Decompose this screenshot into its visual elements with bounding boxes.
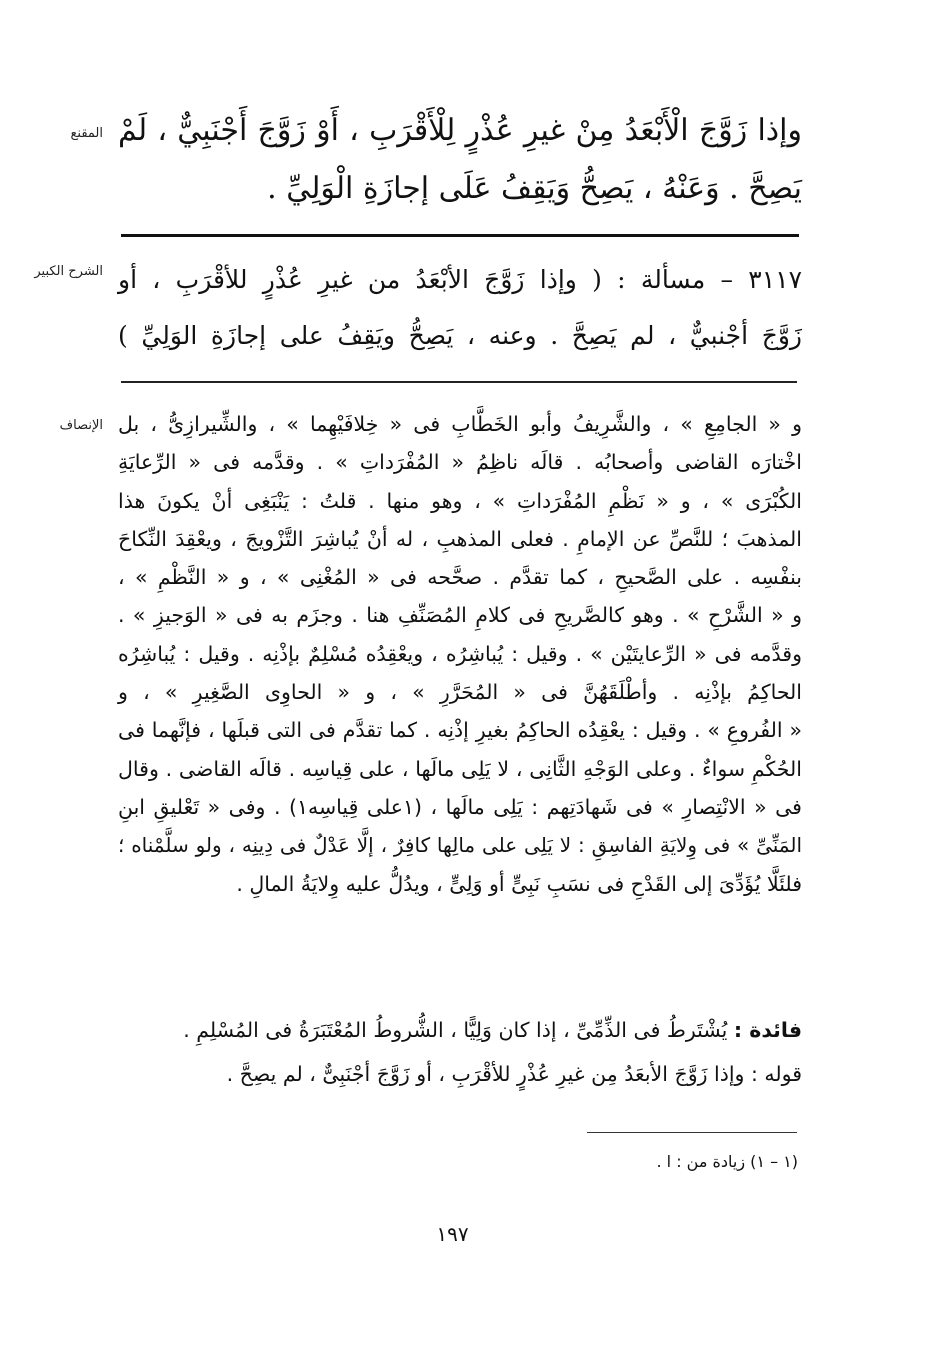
muqni-line-1: وإذا زَوَّجَ الْأَبْعَدُ مِنْ غيرِ عُذْرٍ لِلْأَقْرَبِ ، أَوْ زَوَّجَ أَجْنَبِيٌّ ، لَمْ (118, 113, 802, 148)
margin-label-muqni: المقنع (70, 126, 103, 141)
faida-line (118, 1008, 802, 1052)
faida-label: فائدة : (733, 1018, 802, 1042)
insaf-line: و « الجامِعِ » ، والشَّرِيفُ وأبو الخَطَّابِ فى « خِلافَيْهِما » ، والشِّيرازِىُّ ، بل (118, 412, 802, 436)
footnote-divider (587, 1132, 797, 1133)
muqni-line-2: يَصِحَّ . وَعَنْهُ ، يَصِحُّ وَيَقِفُ عَلَى إجازَةِ الْوَلِيِّ . (267, 171, 802, 206)
insaf-line: اخْتارَه القاضى وأصحابُه . قالَه ناظِمُ « المُفْرَداتِ » . وقدَّمه فى « الرِّعايَةِ (118, 450, 802, 475)
margin-label-insaf: الإنصاف (59, 418, 103, 433)
insaf-line: وقدَّمه فى « الرِّعايتَيْن » . وقيل : يُباشِرُه ، ويعْقِدُه مُسْلِمٌ بإذْنِه . وقيل : يُباشِرُه (118, 641, 802, 666)
page-number: ١٩٧ (436, 1222, 469, 1246)
insaf-line: الحُكْمِ سواءٌ . وعلى الوَجْهِ الثَّانِى ، لا يَلِى مالَها ، على قِياسِه . قالَه القاضى . وقال (118, 756, 802, 781)
muqni-text (118, 102, 802, 218)
insaf-line: المذهبَ ؛ للنَّصِّ عن الإمامِ . فعلى المذهبِ ، له أنْ يُباشِرَ التَّزْويجَ ، ويعْقِدَ النِّكاحَ (118, 526, 802, 551)
sharh-text (118, 252, 802, 364)
insaf-line: المَنِّىِّ » فى وِلايَةِ الفاسِقِ : لا يَلِى على مالِها كافِرٌ ، إلَّا عَدْلٌ فى دِينِه ، ولو سلَّمْناه ؛ (118, 833, 802, 858)
insaf-line: بنفْسِه . على الصَّحيحِ ، كما تقدَّم . صحَّحه فى « المُغْنِى » ، و « النَّظْمِ » ، (118, 565, 802, 590)
insaf-line: و « الشَّرْحِ » . وهو كالصَّريحِ فى كلامِ المُصَنِّفِ هنا . وجزَم به فى « الوَجيزِ » . (118, 603, 802, 628)
section-divider-thin (121, 381, 797, 383)
insaf-line: الكُبْرَى » ، و « نَظْمِ المُفْرَداتِ » ، وهو منها . قلتُ : يَنْبَغِى أنْ يكونَ هذا (118, 488, 802, 513)
insaf-text (118, 405, 802, 903)
insaf-line: فلئَلَّا يُؤَدِّىَ إلى القَدْحِ فى نسَبِ نَبِىٍّ أو وَلِىٍّ ، ويدُلُّ عليه وِلايَةُ المالِ . (236, 871, 802, 896)
qawluh-line: قوله : وإذا زَوَّجَ الأبعَدُ مِن غيرِ عُذْرٍ للأقْرَبِ ، أو زَوَّجَ أجْنَبِىٌّ ، لم يصِحَّ . (226, 1062, 802, 1086)
insaf-line: الحاكِمُ بإذْنِه . وأطْلَقَهُنَّ فى « المُحَرَّرِ » ، و « الحاوِى الصَّغِيرِ » ، و (118, 680, 802, 705)
insaf-extra (118, 1008, 802, 1096)
faida-text: يُشْتَرطُ فى الذِّمِّىِّ ، إذا كان وَلِيًّا ، الشُّروطُ المُعْتَبَرَةُ فى المُسْلِمِ . (183, 1018, 728, 1042)
sharh-line-2: زَوَّجَ أجْنبيٌّ ، لم يَصِحَّ . وعنه ، يَصِحُّ ويَقِفُ على إجازَةِ الوَلِيِّ ) (118, 321, 802, 350)
section-divider-thick (121, 234, 799, 237)
sharh-line-1: ٣١١٧ – مسألة : ( وإذا زَوَّجَ الأبْعَدُ من غيرِ عُذْرٍ للأقْرَبِ ، أو (118, 265, 802, 294)
insaf-line: « الفُروعِ » . وقيل : يعْقِدُه الحاكِمُ بغيرِ إذْنِه . كما تقدَّم فى التى قبلَها ، فإنَّهما فى (118, 718, 802, 743)
insaf-line: فى « الانْتِصارِ » فى شَهادَتِهم : يَلِى مالَها ، (١على قِياسِه١) . وفى « تَعْليقِ ابنِ (118, 794, 802, 819)
margin-label-sharh: الشرح الكبير (34, 264, 103, 279)
footnote: (١ – ١) زيادة من : ا . (656, 1152, 798, 1171)
